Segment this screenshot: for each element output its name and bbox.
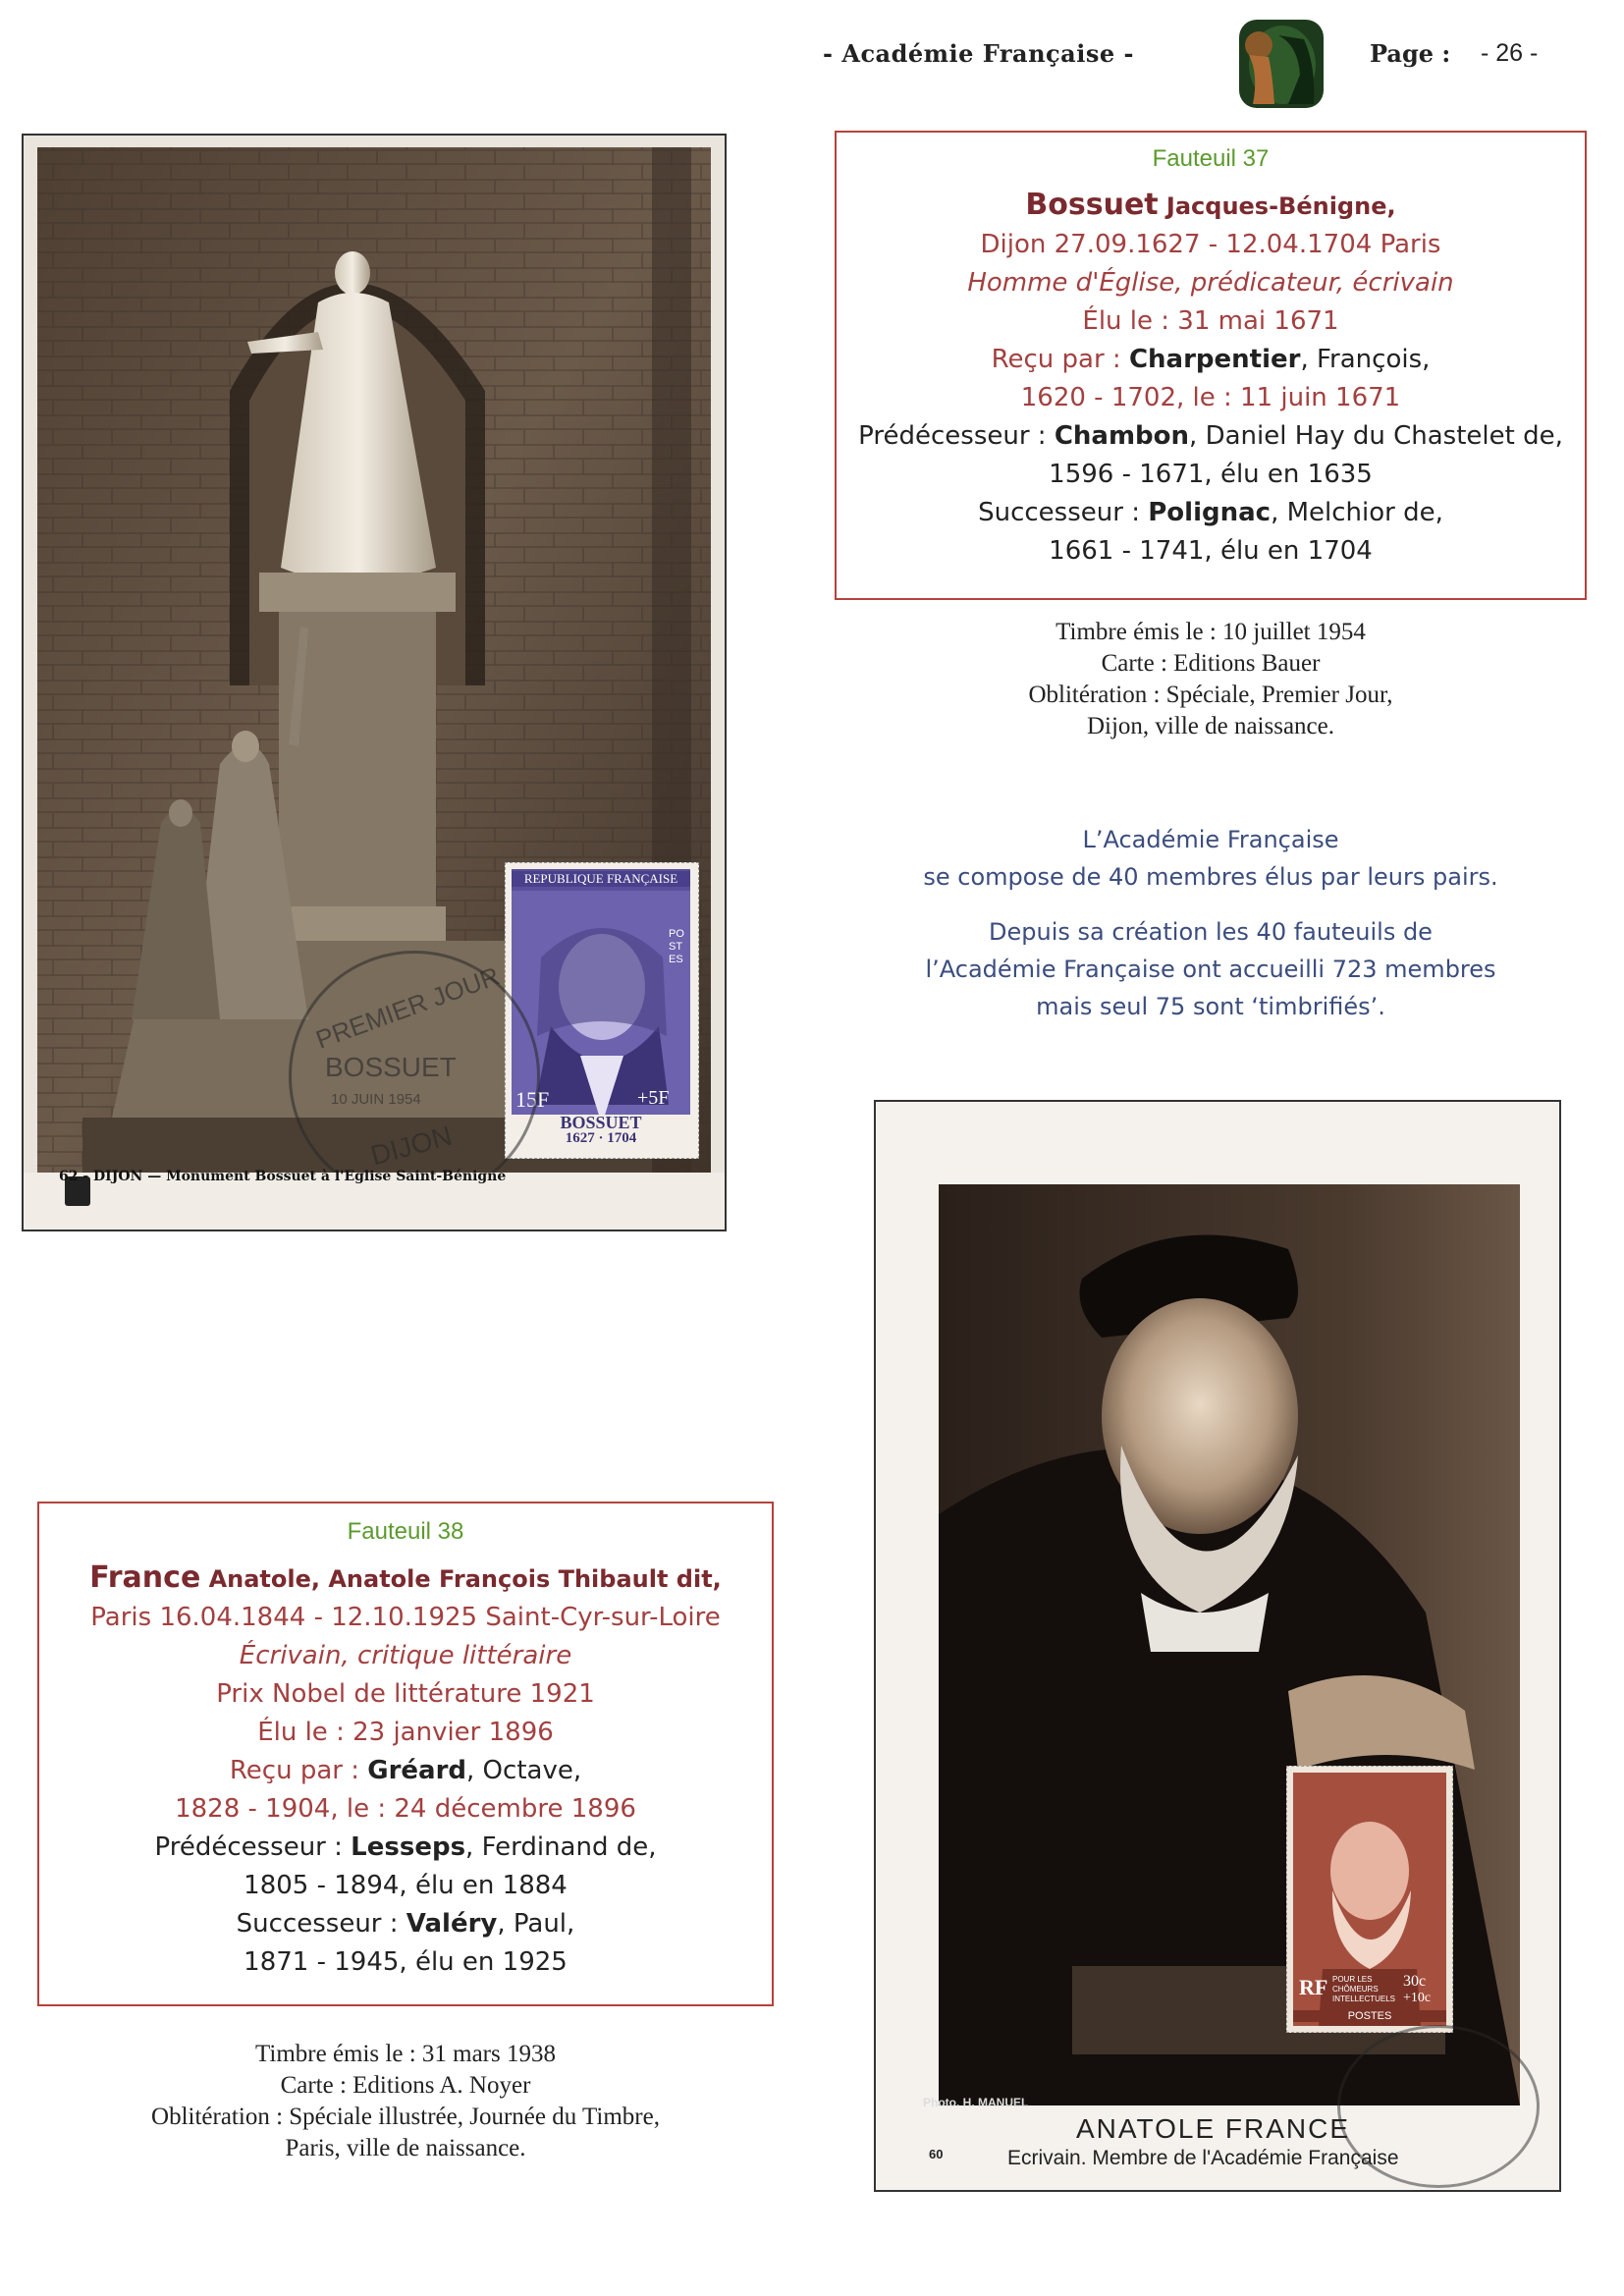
stamp-card: Carte : Editions A. Noyer	[280, 2072, 531, 2099]
postcard-number: 60	[929, 2147, 944, 2161]
academy-note	[835, 821, 1587, 1025]
predecessor-rest: , Ferdinand de,	[465, 1832, 657, 1862]
birth-place: Dijon	[980, 230, 1047, 259]
stamp-postes: POSTES	[1293, 2010, 1446, 2022]
stamp-cancel: Oblitération : Spéciale, Premier Jour,	[1028, 682, 1393, 708]
stamp-value: 15F	[515, 1087, 550, 1112]
note-line-1: L’Académie Française	[1082, 826, 1339, 853]
death-place: Saint-Cyr-sur-Loire	[485, 1603, 721, 1632]
profession: Écrivain, critique littéraire	[239, 1641, 572, 1670]
predecessor-label: Prédécesseur :	[154, 1832, 343, 1862]
stamp-issued: Timbre émis le : 10 juillet 1954	[1056, 619, 1366, 645]
member-firstnames: Anatole, Anatole François Thibault dit,	[208, 1565, 722, 1593]
stamp-issued: Timbre émis le : 31 mars 1938	[254, 2041, 556, 2067]
successor-rest: , Melchior de,	[1271, 498, 1443, 527]
stamp-surcharge: +10c	[1403, 1991, 1432, 2005]
infobox-fauteuil-38	[37, 1502, 774, 2006]
predecessor-rest: , Daniel Hay du Chastelet de,	[1189, 421, 1563, 451]
cancel-city: DIJON	[367, 1120, 456, 1172]
stamp-info-2	[37, 2039, 774, 2164]
prize: Prix Nobel de littérature 1921	[216, 1679, 595, 1709]
stamp-rf: RF	[1299, 1975, 1328, 1999]
header-title: - Académie Française -	[823, 39, 1134, 68]
successor-name: Polignac	[1148, 498, 1272, 527]
predecessor-dates: 1596 - 1671, élu en 1635	[1049, 460, 1373, 489]
stamp-info-1	[835, 617, 1587, 742]
cancel-top: PREMIER JOUR	[311, 960, 504, 1055]
received-label: Reçu par :	[229, 1756, 359, 1785]
successor-name: Valéry	[406, 1909, 498, 1939]
received-rest: , Octave,	[466, 1756, 582, 1785]
stamp-country: REPUBLIQUE FRANÇAISE	[512, 871, 690, 887]
successor-dates: 1871 - 1945, élu en 1925	[244, 1947, 568, 1977]
postcard-bossuet	[22, 134, 727, 1231]
death-place: Paris	[1380, 230, 1441, 259]
stamp-postes: POSTES	[669, 928, 684, 965]
member-firstnames: Jacques-Bénigne,	[1165, 192, 1396, 220]
profession: Homme d'Église, prédicateur, écrivain	[967, 268, 1454, 298]
predecessor-label: Prédécesseur :	[858, 421, 1047, 451]
note-line-3: Depuis sa création les 40 fauteuils de	[989, 918, 1433, 946]
stamp-card: Carte : Editions Bauer	[1101, 650, 1321, 677]
note-line-2: se compose de 40 membres élus par leurs pairs.	[923, 863, 1498, 891]
stamp-text: POUR LES CHÔMEURS INTELLECTUELS	[1332, 1975, 1396, 2003]
predecessor-name: Lesseps	[351, 1832, 466, 1862]
page-number: - 26 -	[1481, 39, 1539, 67]
page-label: Page :	[1370, 39, 1451, 68]
predecessor-name: Chambon	[1054, 421, 1190, 451]
stamp-surcharge: +5F	[637, 1087, 670, 1109]
received-rest: , François,	[1300, 345, 1431, 374]
stamp-value: 30c	[1403, 1973, 1427, 1990]
received-name: Charpentier	[1128, 345, 1301, 374]
successor-dates: 1661 - 1741, élu en 1704	[1049, 536, 1373, 566]
note-line-5: mais seul 75 sont ‘timbrifiés’.	[1036, 993, 1385, 1020]
stamp-anatole-france	[1286, 1766, 1453, 2033]
stamp-city: Dijon, ville de naissance.	[1086, 713, 1334, 739]
stamp-name: BOSSUET	[560, 1113, 642, 1132]
successor-rest: , Paul,	[497, 1909, 575, 1939]
photo-credit: Photo. H. MANUEL	[923, 2096, 1029, 2109]
elected-date: Élu le : 23 janvier 1896	[257, 1718, 554, 1747]
member-name: France	[89, 1560, 201, 1595]
postcard-caption-bossuet: 62 - DIJON — Monument Bossuet à l'Eglise Saint-Bénigne	[59, 1169, 507, 1184]
life-dates: 27.09.1627 - 12.04.1704	[1054, 230, 1373, 259]
postcard-caption-sub: Ecrivain. Membre de l'Académie Française	[1007, 2147, 1399, 2169]
academy-logo	[1219, 16, 1341, 110]
stamp-city: Paris, ville de naissance.	[285, 2135, 526, 2161]
birth-place: Paris	[90, 1603, 152, 1632]
cancel-name: BOSSUET	[325, 1052, 457, 1082]
successor-label: Successeur :	[978, 498, 1140, 527]
predecessor-dates: 1805 - 1894, élu en 1884	[244, 1871, 568, 1900]
member-name: Bossuet	[1025, 188, 1159, 222]
fauteuil-number: Fauteuil 38	[347, 1518, 464, 1545]
received-name: Gréard	[367, 1756, 467, 1785]
received-label: Reçu par :	[991, 345, 1121, 374]
stamp-years: 1627 · 1704	[565, 1130, 637, 1146]
postcard-anatole-france	[874, 1100, 1561, 2192]
cancel-date: 10 JUIN 1954	[331, 1091, 421, 1108]
received-dates: 1620 - 1702, le : 11 juin 1671	[1020, 383, 1401, 412]
note-line-4: l’Académie Française ont accueilli 723 membres	[925, 956, 1496, 983]
life-dates: 16.04.1844 - 12.10.1925	[159, 1603, 478, 1632]
stamp-cancel: Oblitération : Spéciale illustrée, Journée du Timbre,	[151, 2104, 660, 2130]
fauteuil-number: Fauteuil 37	[1152, 145, 1270, 172]
cancellation-dijon	[289, 951, 540, 1202]
postcard-caption-name: ANATOLE FRANCE	[1076, 2113, 1351, 2144]
successor-label: Successeur :	[236, 1909, 399, 1939]
received-dates: 1828 - 1904, le : 24 décembre 1896	[175, 1794, 636, 1824]
elected-date: Élu le : 31 mai 1671	[1082, 306, 1339, 336]
infobox-fauteuil-37	[835, 131, 1587, 600]
